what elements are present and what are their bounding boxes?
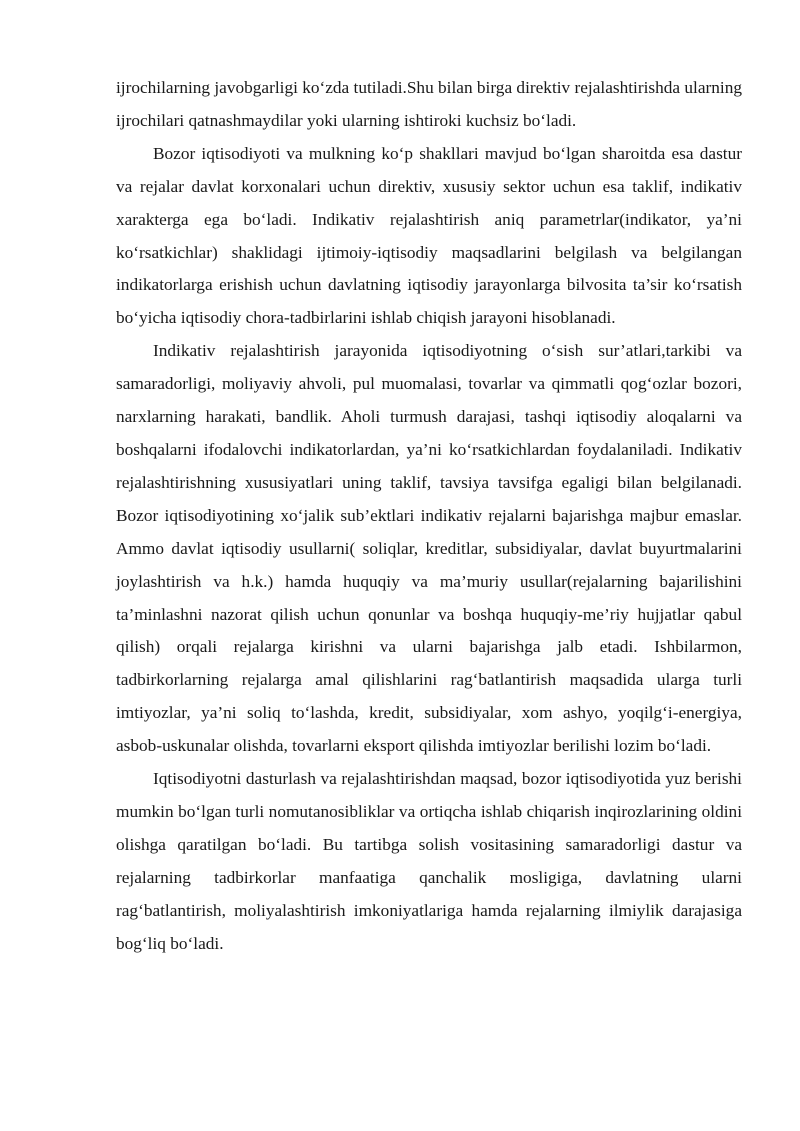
paragraph-2: Bozor iqtisodiyoti va mulkning ko‘p shakllari mavjud bo‘lgan sharoitda esa dastur va rejalar davlat korxonalari uchun direktiv, xususiy sektor uchun esa taklif, indikativ xarakterga ega bo‘ladi. Indikativ rejalashtirish aniq parametrlar(indikator, ya’ni ko‘rsatkichlar) shaklidagi ijtimoiy-iqtisodiy maqsadlarini belgilash va belgilangan indikatorlarga erishish uchun davlatning iqtisodiy jarayonlarga bilvosita ta’sir ko‘rsatish bo‘yicha iqtisodiy chora-tadbirlarini ishlab chiqish jarayoni hisoblanadi. xyxy=(116,143,742,328)
paragraph-1: ijrochilarning javobgarligi ko‘zda tutiladi.Shu bilan birga direktiv rejalashtirishda ularning ijrochilari qatnashmaydilar yoki ularning ishtiroki kuchsiz bo‘ladi. xyxy=(116,78,742,130)
document-body xyxy=(116,72,742,960)
paragraph-3: Indikativ rejalashtirish jarayonida iqtisodiyotning o‘sish sur’atlari,tarkibi va samaradorligi, moliyaviy ahvoli, pul muomalasi, tovarlar va qimmatli qog‘ozlar bozori, narxlarning harakati, bandlik. Aholi turmush darajasi, tashqi iqtisodiy aloqalarni va boshqalarni ifodalovchi indikatorlardan, ya’ni ko‘rsatkichlardan foydalaniladi. Indikativ rejalashtirishning xususiyatlari uning taklif, tavsiya tavsifga egaligi bilan belgilanadi. Bozor iqtisodiyotining xo‘jalik sub’ektlari indikativ rejalarni bajarishga majbur emaslar. Ammo davlat iqtisodiy usullarni( soliqlar, kreditlar, subsidiyalar, davlat buyurtmalarini joylashtirish va h.k.) hamda huquqiy va ma’muriy usullar(rejalarning bajarilishini ta’minlashni nazorat qilish uchun qonunlar va boshqa huquqiy-me’riy hujjatlar qabul qilish) orqali rejalarga kirishni va ularni bajarishga jalb etadi. Ishbilarmon, tadbirkorlarning rejalarga amal qilishlarini rag‘batlantirish maqsadida ularga turli imtiyozlar, ya’ni soliq to‘lashda, kredit, subsidiyalar, xom ashyo, yoqilg‘i-energiya, asbob-uskunalar olishda, tovarlarni eksport qilishda imtiyozlar berilishi lozim bo‘ladi. xyxy=(116,341,742,756)
paragraph-4: Iqtisodiyotni dasturlash va rejalashtirishdan maqsad, bozor iqtisodiyotida yuz berishi mumkin bo‘lgan turli nomutanosibliklar va ortiqcha ishlab chiqarish inqirozlarining oldini olishga qaratilgan bo‘ladi. Bu tartibga solish vositasining samaradorligi dastur va rejalarning tadbirkorlar manfaatiga qanchalik mosligiga, davlatning ularni rag‘batlantirish, moliyalashtirish imkoniyatlariga hamda rejalarning ilmiylik darajasiga bog‘liq bo‘ladi. xyxy=(116,769,742,953)
